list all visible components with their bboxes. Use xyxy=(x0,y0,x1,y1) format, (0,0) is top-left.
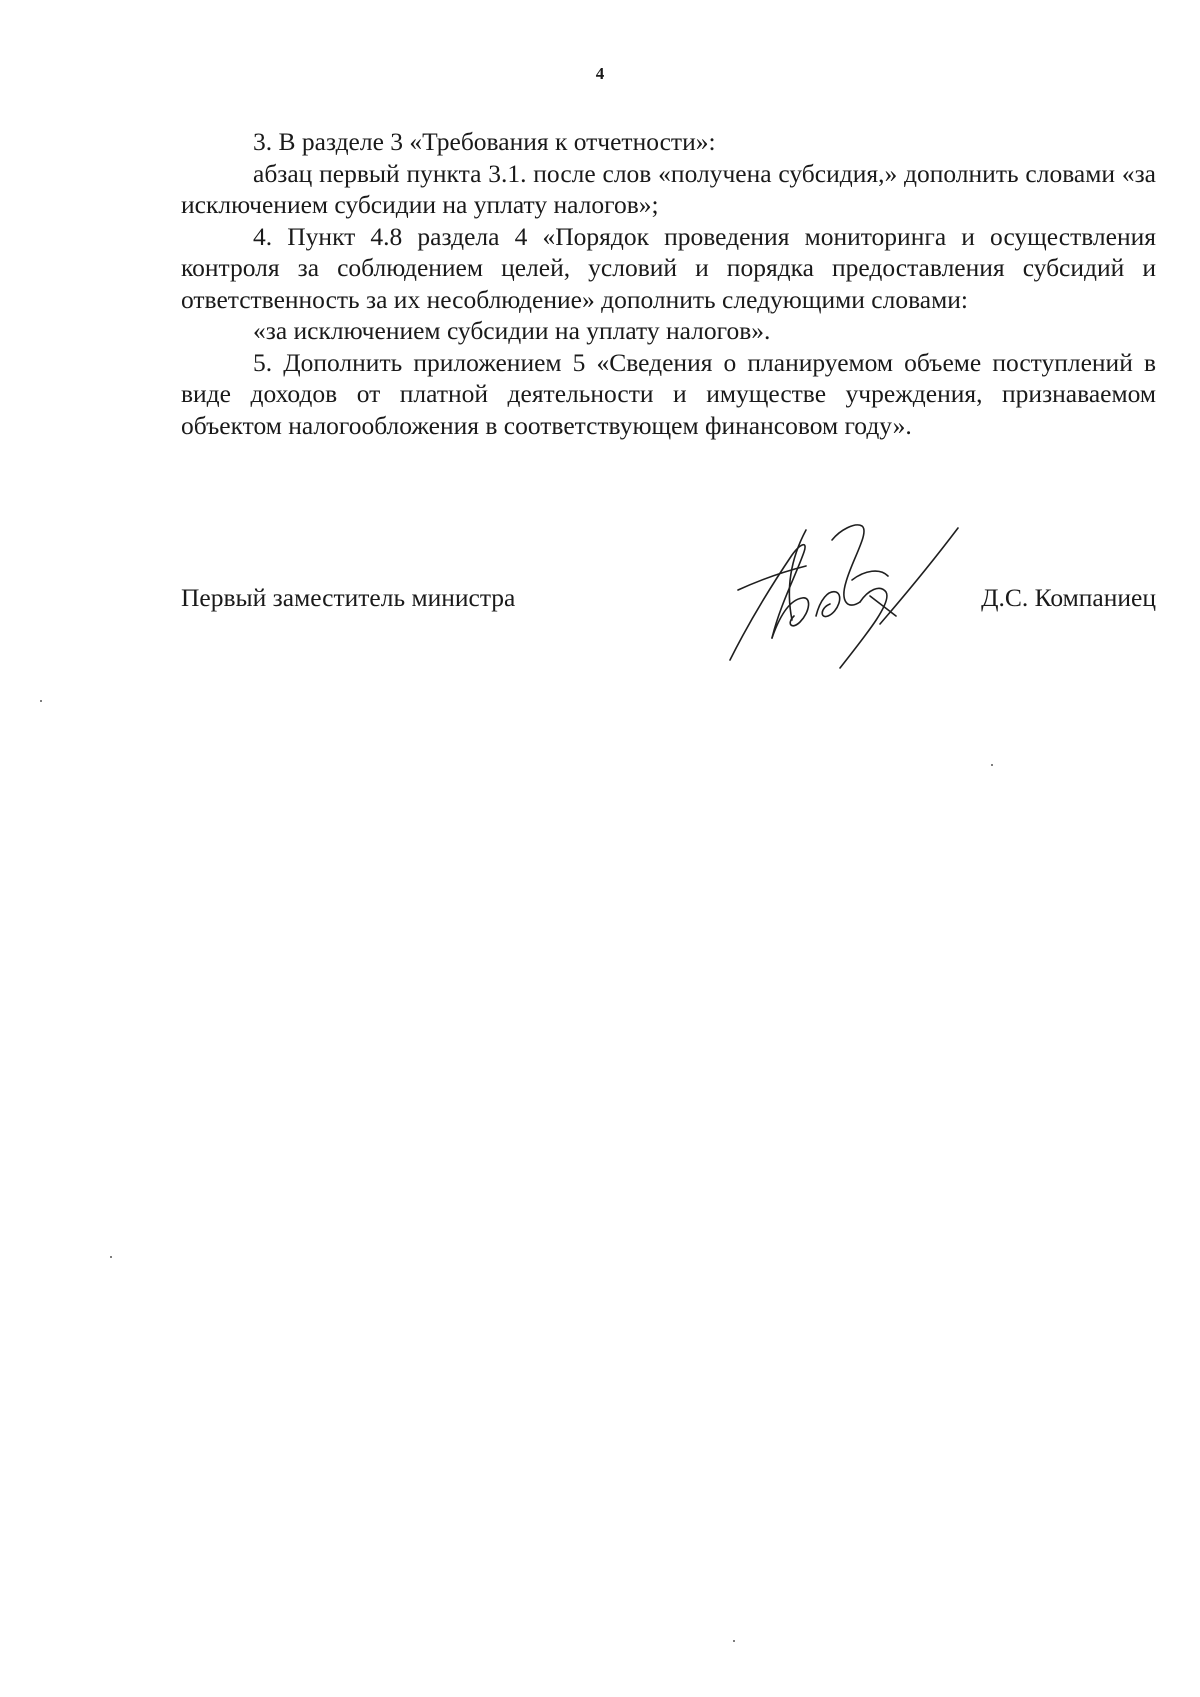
paragraph-4-quote: «за исключением субсидии на уплату налогов». xyxy=(253,316,771,345)
signer-name: Д.С. Компаниец xyxy=(981,583,1156,612)
paragraph-4: 4. Пункт 4.8 раздела 4 «Порядок проведения мониторинга и осуществления контроля за соблюдением целей, условий и порядка предоставления субсидий и ответственность за их несоблюдение» дополнить следующими словами: xyxy=(181,221,1156,314)
signature-block xyxy=(181,583,1156,623)
paragraph-3-1-amendment: абзац первый пункта 3.1. после слов «получена субсидия,» дополнить словами «за исключением субсидии на уплату налогов»; xyxy=(181,158,1156,219)
scan-speck xyxy=(991,764,993,766)
paragraph-3: 3. В разделе 3 «Требования к отчетности»: xyxy=(253,127,716,156)
signer-title: Первый заместитель министра xyxy=(181,583,516,612)
handwritten-signature xyxy=(720,520,970,670)
scan-speck xyxy=(110,1256,112,1258)
scan-speck xyxy=(733,1640,735,1642)
page-number: 4 xyxy=(595,64,605,83)
paragraph-5: 5. Дополнить приложением 5 «Сведения о планируемом объеме поступлений в виде доходов от платной деятельности и имуществе учреждения, признаваемом объектом налогообложения в соответствующем финансовом году». xyxy=(181,347,1156,440)
document-body xyxy=(181,126,1156,441)
scan-speck xyxy=(40,700,42,702)
